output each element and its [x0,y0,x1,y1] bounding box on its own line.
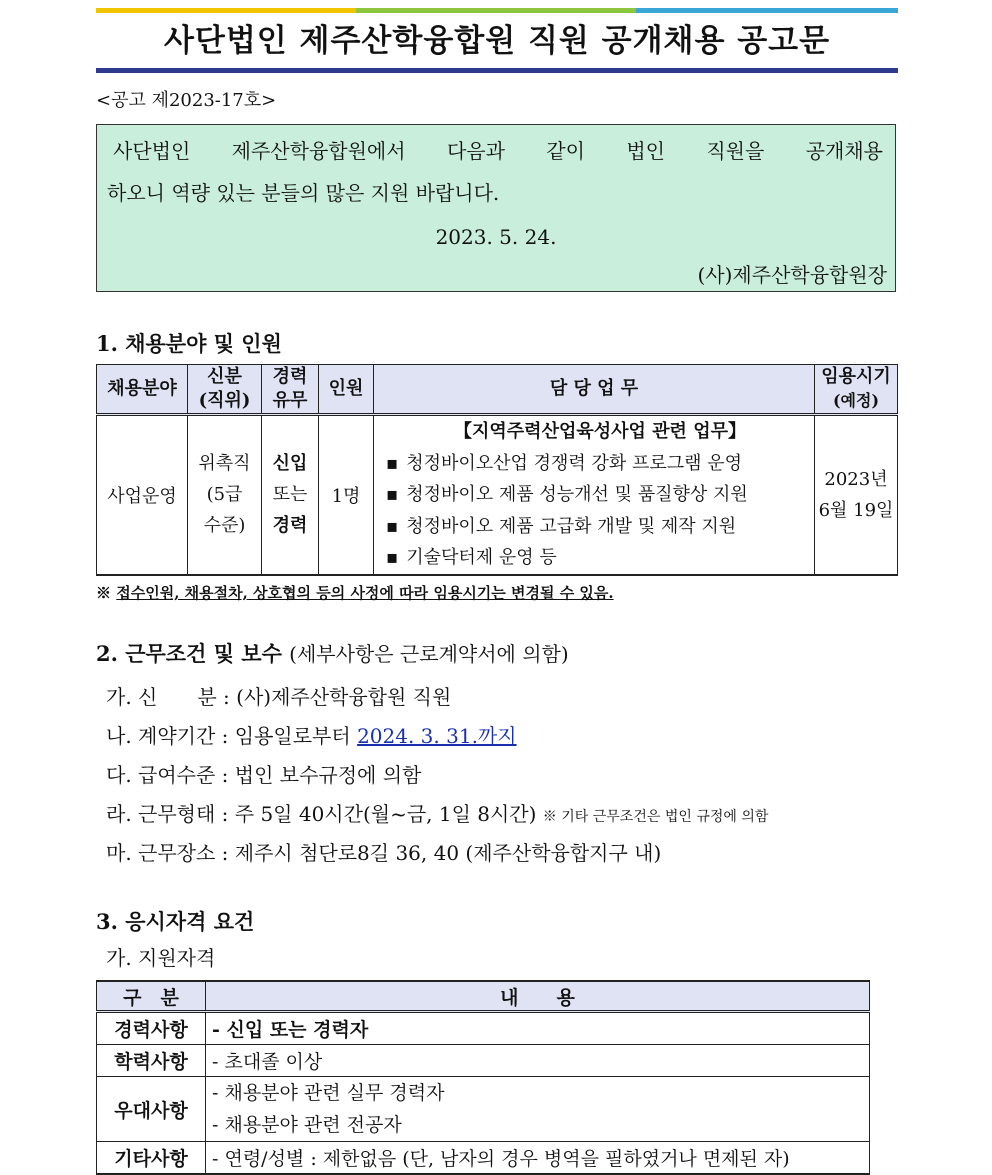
header-duty: 담 당 업 무 [374,365,815,415]
condition-status: 가. 신 분 : (사)제주산학융합원 직원 [106,685,452,709]
section-1-heading: 1. 채용분야 및 인원 [96,331,282,356]
duty-item: ▪ 청정바이오 제품 고급화 개발 및 제작 지원 [386,511,814,543]
condition-work-place: 마. 근무장소 : 제주시 첨단로8길 36, 40 (제주산학융합지구 내) [106,841,662,865]
row-education-key: 학력사항 [97,1045,206,1077]
row-preference-key: 우대사항 [97,1077,206,1142]
condition-work-type: 라. 근무형태 : 주 5일 40시간(월~금, 1일 8시간) ※ 기타 근무조건은 법인 규정에 의함 [106,802,769,826]
header-career: 경력 유무 [262,365,319,415]
intro-line-1: 사단법인 제주산학융합원에서 다음과 같이 법인 직원을 공개채용 [113,139,883,163]
schedule-note: ※ 접수인원, 채용절차, 상호협의 등의 사정에 따라 임용시기는 변경될 수 있음. [96,584,614,602]
cell-duty [374,415,815,575]
contract-end-date: 2024. 3. 31.까지 [357,724,517,748]
intro-box [96,124,896,292]
page-title: 사단법인 제주산학융합원 직원 공개채용 공고문 [163,23,831,59]
intro-organization: (사)제주산학융합원장 [697,263,887,287]
header-count: 인원 [319,365,374,415]
cell-count: 1명 [319,415,374,575]
header-field: 채용분야 [97,365,188,415]
row-etc-value: - 연령/성별 : 제한없음 (단, 남자의 경우 병역을 필하였거나 면제된 자) [206,1142,870,1175]
notice-number: <공고 제2023-17호> [96,90,277,111]
duty-item: ▪ 기술닥터제 운영 등 [386,542,814,574]
header-start-date: 임용시기 (예정) [815,365,898,415]
cell-status: 위촉직 (5급 수준) [188,415,262,575]
section-2-heading: 2. 근무조건 및 보수 (세부사항은 근로계약서에 의함) [96,641,569,666]
row-career-key: 경력사항 [97,1012,206,1045]
header-content: 내 용 [206,981,870,1012]
header-category: 구 분 [97,981,206,1012]
row-career-value: - 신입 또는 경력자 [206,1012,870,1045]
cell-career: 신입 또는 경력 [262,415,319,575]
cell-start-date: 2023년 6월 19일 [815,415,898,575]
duty-title: 【지역주력산업육성사업 관련 업무】 [454,421,746,442]
duty-item: ▪ 청정바이오산업 경쟁력 강화 프로그램 운영 [386,448,814,480]
row-education-value: - 초대졸 이상 [206,1045,870,1077]
recruitment-table [96,364,898,576]
title-top-color-bar [96,8,898,13]
duty-item: ▪ 청정바이오 제품 성능개선 및 품질향상 지원 [386,479,814,511]
intro-date: 2023. 5. 24. [435,225,557,249]
qualification-table [96,980,870,1175]
section-3-sub-heading: 가. 지원자격 [106,946,216,970]
header-status: 신분 (직위) [188,365,262,415]
intro-line-2: 하오니 역량 있는 분들의 많은 지원 바랍니다. [107,181,500,205]
title-underline [96,68,898,73]
row-etc-key: 기타사항 [97,1142,206,1175]
row-preference-value: - 채용분야 관련 실무 경력자 - 채용분야 관련 전공자 [206,1077,870,1142]
condition-contract-period: 나. 계약기간 : 임용일로부터 2024. 3. 31.까지 [106,724,517,748]
section-3-heading: 3. 응시자격 요건 [96,909,255,934]
condition-salary: 다. 급여수준 : 법인 보수규정에 의함 [106,763,422,787]
cell-field: 사업운영 [97,415,188,575]
